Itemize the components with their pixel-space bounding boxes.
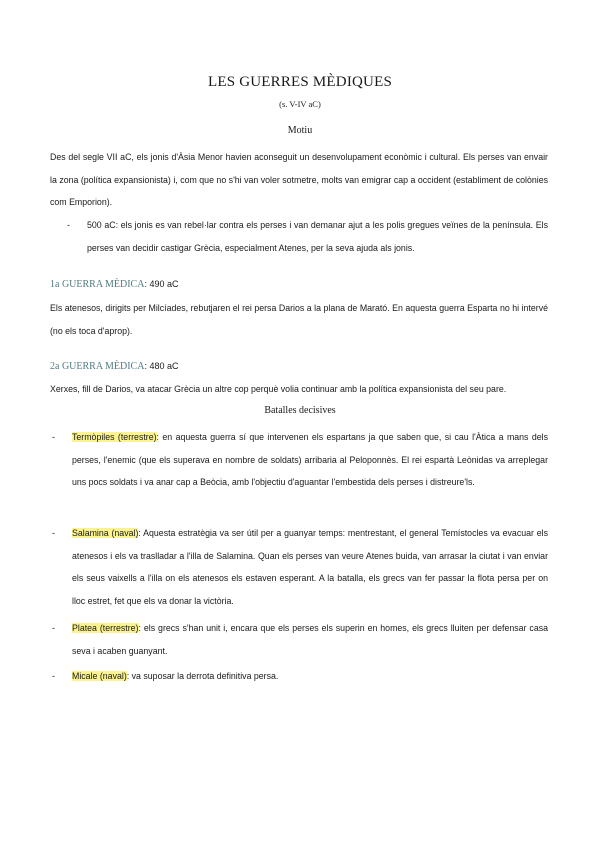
second-war-date: : 480 aC (144, 361, 179, 371)
battle-bullet-mark: - (52, 671, 55, 681)
battle-item-termopiles (72, 426, 548, 494)
battle-item-salamina (72, 522, 548, 612)
motiu-heading: Motiu (287, 125, 313, 136)
first-war-paragraph: Els atenesos, dirigits per Milcíades, rebutjaren el rei persa Darios a la plana de Marató. En aquesta guerra Esparta no hi intervé (no els toca d'aprop). (50, 303, 548, 336)
document-subtitle: (s. V-IV aC) (279, 99, 321, 109)
battle-name: Salamina (naval) (72, 528, 139, 538)
second-war-paragraph: Xerxes, fill de Darios, va atacar Grècia un altre cop perquè volia continuar amb la política expansionista del seu pare. (50, 384, 507, 394)
motiu-bullet-text: 500 aC: els jonis es van rebel·lar contra els perses i van demanar ajut a les polis gregues veïnes de la península. Els perses van decidir castigar Grècia, especialment Atenes, per la seva ajuda als jonis. (87, 220, 548, 253)
document-title: LES GUERRES MÈDIQUES (207, 74, 392, 90)
motiu-paragraph: Des del segle VII aC, els jonis d'Àsia Menor havien aconseguit un desenvolupament econòmic i cultural. Els perses van envair la zona (política expansionista) i, com que no s'hi van voler sotmetre, molts van emigrar cap a occident (establiment de colònies com Emporion). (50, 152, 548, 207)
battle-text: : va suposar la derrota definitiva persa. (126, 671, 279, 681)
first-war-heading (50, 276, 178, 293)
second-war-title: 2a GUERRA MÈDICA (50, 361, 145, 372)
battle-item-micale (72, 665, 548, 688)
battle-bullet-mark: - (52, 623, 55, 633)
battle-text: : en aquesta guerra sí que intervenen els espartans ja que saben que, si cau l'Àtica a mans dels perses, l'enemic (que els superava en nombre de soldats) arribaria al Peloponnès. El rei espartà Leònidas va arreplegar uns pocs soldats i va anar cap a Beòcia, amb l'objectiu d'aguantar l'embestida dels perses i distreure'ls. (72, 432, 548, 487)
first-war-date: : 490 aC (144, 279, 179, 289)
second-war-heading (50, 358, 178, 375)
battle-name: Platea (terrestre) (72, 623, 139, 633)
battle-name: Termòpiles (terrestre) (72, 432, 157, 442)
battle-bullet-mark: - (52, 432, 55, 442)
battles-heading: Batalles decisives (264, 405, 336, 416)
motiu-bullet-mark: - (67, 220, 70, 230)
battle-text: : Aquesta estratègia va ser útil per a guanyar temps: mentrestant, el general Temístocles va evacuar els atenesos i els va traslladar a l'illa de Salamina. Quan els perses van veure Atenes buida, van arrasar la ciutat i van enviar els seus vaixells a l'illa on els atenesos els estaven esperant. A la batalla, els grecs van fer passar la flota persa per on lloc estret, fet que els va donar la victòria. (72, 528, 548, 606)
battle-text: : els grecs s'han unit i, encara que els perses els superin en homes, els grecs lluiten per defensar casa seva i acaben guanyant. (72, 623, 549, 656)
battle-bullet-mark: - (52, 528, 55, 538)
first-war-title: 1a GUERRA MÈDICA (50, 279, 145, 290)
battle-item-platea (72, 617, 548, 662)
battle-name: Micale (naval) (72, 671, 127, 681)
